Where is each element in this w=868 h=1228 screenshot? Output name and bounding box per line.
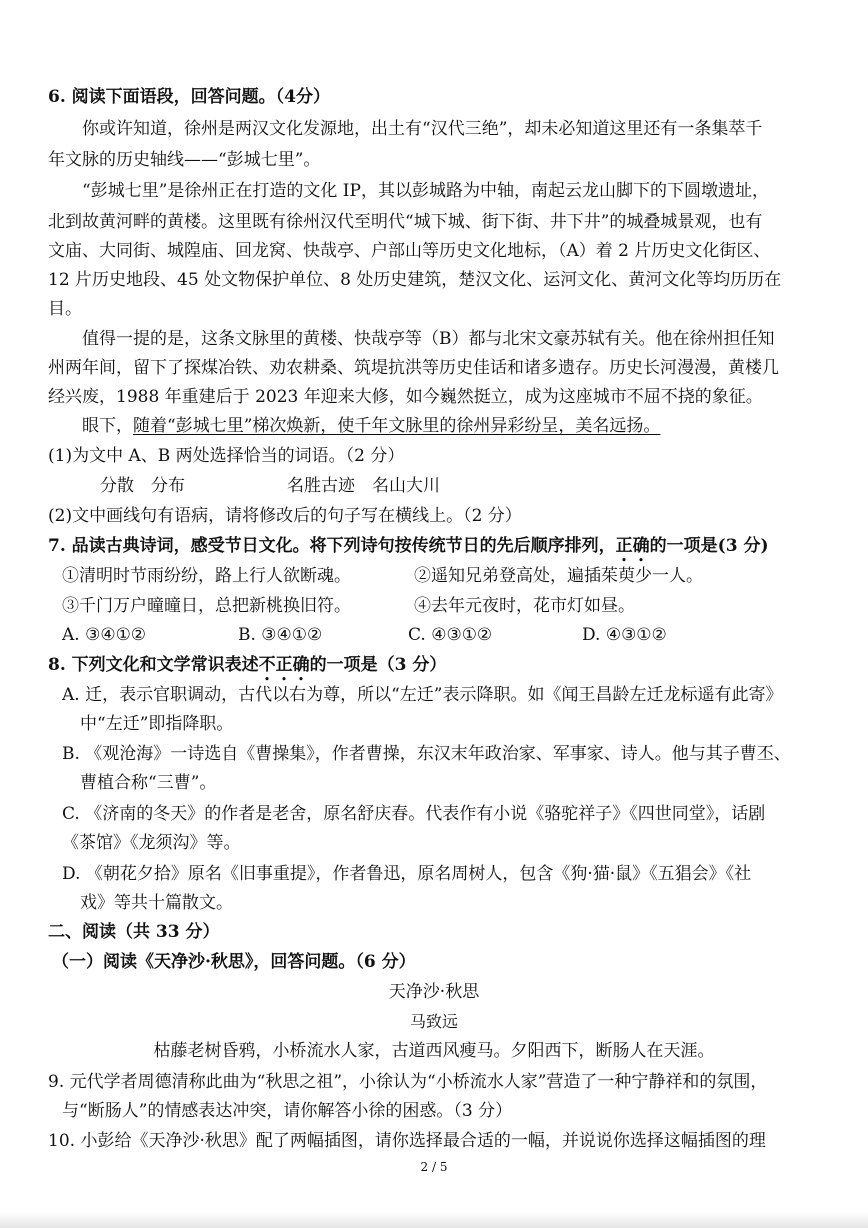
q7-line1: ①清明时节雨纷纷，路上行人欲断魂。 [62,566,351,586]
q6-para1-line1: 你或许知道，徐州是两汉文化发源地，出土有“汉代三绝”，却未必知道这里还有一条集萃千 [82,119,763,139]
section-2-sub1-title: （一）阅读《天净沙·秋思》，回答问题。（6 分） [52,952,416,972]
poem-title: 天净沙·秋思 [388,982,480,1002]
q10-line1: 10. 小彭给《天净沙·秋思》配了两幅插图，请你选择最合适的一幅，并说说你选择这幅插图的理 [48,1131,766,1151]
q7-title-emphasis: 正确 [615,536,650,556]
q6-para2-line5: 目。 [48,299,82,319]
q8-option-d-line2: 戏》等共十篇散文。 [80,893,233,913]
q8-title [48,654,446,685]
q6-para3-line2: 州两年间，留下了探煤冶铁、劝农耕桑、筑堤抗洪等历史佳话和诸多遗存。历史长河漫漫，黄楼几 [48,358,779,378]
q7-title-pre: 7. 品读古典诗词，感受节日文化。将下列诗句按传统节日的先后顺序排列， [48,536,616,556]
q6-para3-line1: 值得一提的是，这条文脉里的黄楼、快哉亭等（B）都与北宋文豪苏轼有关。他在徐州担任知 [82,329,775,349]
q7-line3: ③千门万户曈曈日，总把新桃换旧符。 [62,596,351,616]
q7-option-b: B. ③④①② [238,625,323,645]
q6-para3-line3: 经兴废，1988 年重建后于 2023 年迎来大修，如今巍然挺立，成为这座城市不屈不挠的象征。 [48,387,763,407]
q6-para2-line4: 12 片历史地段、45 处文物保护单位、8 处历史建筑，楚汉文化、运河文化、黄河文化等均历历在 [48,270,782,290]
scan-bottom-edge [0,1212,868,1228]
poem-author: 马致远 [409,1012,458,1031]
q8-option-c-line2: 《茶馆》《龙须沟》等。 [62,833,241,853]
q6-title: 6. 阅读下面语段，回答问题。（4分） [48,87,330,107]
q9-line2: 与“断肠人”的情感表达冲突，请你解答小徐的困惑。（3 分） [62,1101,513,1121]
q7-line4: ④去年元夜时，花市灯如昼。 [414,596,635,616]
q6-para2-line1: “彭城七里”是徐州正在打造的文化 IP，其以彭城路为中轴，南起云龙山脚下的下圆墩遗址， [82,181,769,201]
q7-title-post: 的一项是(3 分) [649,536,769,556]
q8-option-c-line1: C. 《济南的冬天》的作者是老舍，原名舒庆春。代表作有小说《骆驼祥子》《四世同堂》，话剧 [62,804,766,824]
q6-sub1: (1)为文中 A、B 两处选择恰当的词语。（2 分） [48,446,405,466]
q9-line1: 9. 元代学者周德清称此曲为“秋思之祖”，小徐认为“小桥流水人家”营造了一种宁静祥和的氛围， [48,1072,768,1092]
q8-title-pre: 8. 下列文化和文学常识表述 [48,655,259,675]
q7-option-d: D. ④③①② [582,625,667,645]
q8-option-d-line1: D. 《朝花夕拾》原名《旧事重提》，作者鲁迅，原名周树人，包含《狗·猫·鼠》《五猖会》《社 [62,864,752,884]
q7-title [48,535,769,566]
q6-para4 [82,415,660,437]
q7-option-c: C. ④③①② [408,625,493,645]
q8-title-post: 的一项是（3 分） [309,655,447,675]
q8-option-b-line1: B. 《观沧海》一诗选自《曹操集》，作者曹操，东汉末年政治家、军事家、诗人。他与其子曹丕、 [62,744,791,764]
page-number: 2 / 5 [420,1160,448,1174]
q6-sub2: (2)文中画线句有语病，请将修改后的句子写在横线上。（2 分） [48,506,522,526]
q6-para4-prefix: 眼下， [82,416,133,436]
q8-option-b-line2: 曹植合称“三曹”。 [80,773,217,793]
q7-option-a: A. ③④①② [62,625,147,645]
q6-underlined-sentence: 随着“彭城七里”梯次焕新，使千年文脉里的徐州异彩纷呈，美名远扬。 [133,416,661,436]
q6-sub1-options: 分散 分布 名胜古迹 名山大川 [100,476,440,496]
q6-para2-line2: 北到故黄河畔的黄楼。这里既有徐州汉代至明代“城下城、街下街、井下井”的城叠城景观，也有 [48,212,763,232]
q8-option-a-line1: A. 迁，表示官职调动，古代以右为尊，所以“左迁”表示降职。如《闻王昌龄左迁龙标遥有此寄》 [62,685,783,705]
q8-option-a-line2: 中“左迁”即指降职。 [80,714,234,734]
q6-para1-line2: 年文脉的历史轴线——“彭城七里”。 [48,150,321,170]
q6-para2-line3: 文庙、大同街、城隍庙、回龙窝、快哉亭、户部山等历史文化地标，（A）着 2 片历史文化街区、 [48,241,771,261]
q8-title-emphasis: 不正确 [258,655,310,675]
q7-line2: ②遥知兄弟登高处，遍插茱萸少一人。 [414,566,703,586]
section-2-title: 二、阅读（共 33 分） [48,922,220,942]
poem-body: 枯藤老树昏鸦，小桥流水人家，古道西风瘦马。夕阳西下，断肠人在天涯。 [153,1041,715,1061]
